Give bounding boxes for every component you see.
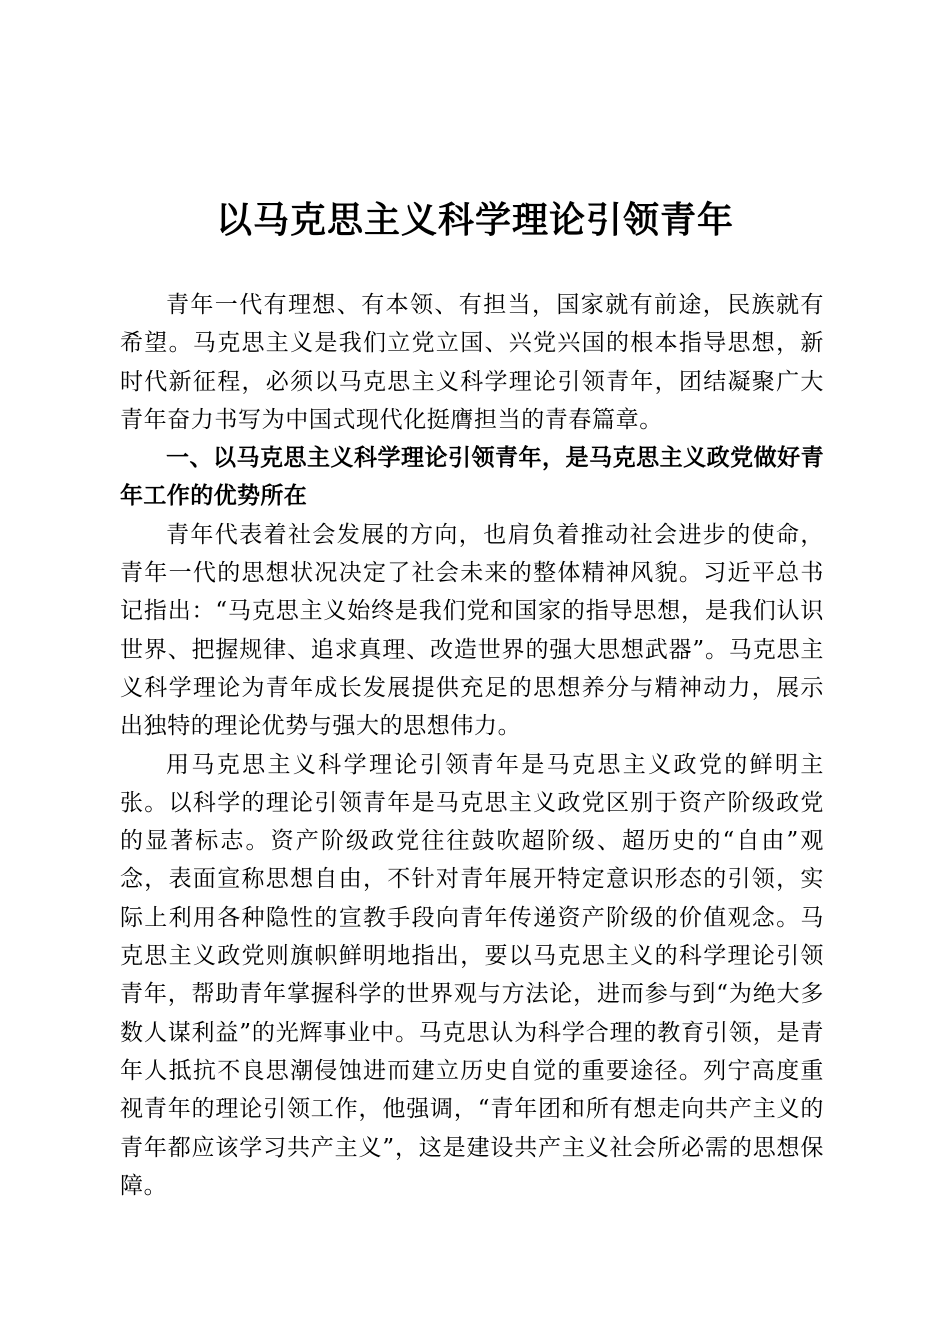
paragraph-youth-direction: 青年代表着社会发展的方向，也肩负着推动社会进步的使命，青年一代的思想状况决定了社会未来的整体精神风貌。习近平总书记指出：“马克思主义始终是我们党和国家的指导思想，是我们认识世界、把握规律、追求真理、改造世界的强大思想武器”。马克思主义科学理论为青年成长发展提供充足的思想养分与精神动力，展示出独特的理论优势与强大的思想伟力。: [120, 521, 824, 740]
section-heading-1: 一、以马克思主义科学理论引领青年，是马克思主义政党做好青年工作的优势所在: [120, 445, 824, 510]
page-title: 以马克思主义科学理论引领青年: [215, 199, 734, 241]
paragraph-intro: 青年一代有理想、有本领、有担当，国家就有前途，民族就有希望。马克思主义是我们立党立国、兴党兴国的根本指导思想，新时代新征程，必须以马克思主义科学理论引领青年，团结凝聚广大青年奋力书写为中国式现代化挺膺担当的青春篇章。: [120, 292, 824, 433]
paragraph-marxist-party-claim: 用马克思主义科学理论引领青年是马克思主义政党的鲜明主张。以科学的理论引领青年是马克思主义政党区别于资产阶级政党的显著标志。资产阶级政党往往鼓吹超阶级、超历史的“自由”观念，表面宣称思想自由，不针对青年展开特定意识形态的引领，实际上利用各种隐性的宣教手段向青年传递资产阶级的价值观念。马克思主义政党则旗帜鲜明地指出，要以马克思主义的科学理论引领青年，帮助青年掌握科学的世界观与方法论，进而参与到“为绝大多数人谋利益”的光辉事业中。马克思认为科学合理的教育引领，是青年人抵抗不良思潮侵蚀进而建立历史自觉的重要途径。列宁高度重视青年的理论引领工作，他强调，“青年团和所有想走向共产主义的青年都应该学习共产主义”，这是建设共产主义社会所必需的思想保障。: [120, 751, 824, 1199]
document-body: [120, 286, 824, 1205]
